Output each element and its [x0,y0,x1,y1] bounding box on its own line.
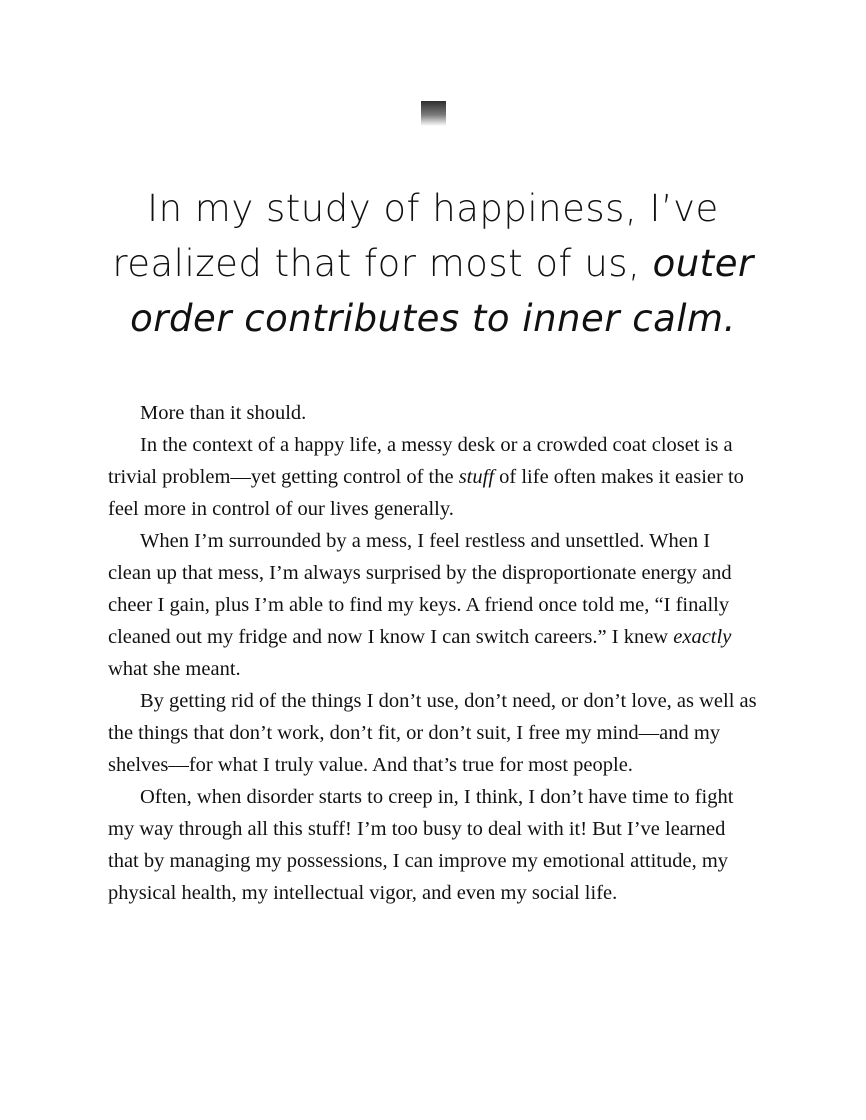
pull-quote-plain: In my study of happiness, I’ve realized that for most of us, [112,187,719,285]
text-run: In the context of a happy life, a messy desk or a crowded coat closet is a trivial problem—yet getting control of the [108,434,733,488]
pull-quote [100,181,766,346]
italic-run: exactly [673,626,732,648]
paragraph [108,525,758,685]
text-run: When I’m surrounded by a mess, I feel restless and unsettled. When I clean up that mess, I’m always surprised by the disproportionate energy and cheer I gain, plus I’m able to find my keys. A friend once told me, “I finally cleaned out my fridge and now I know I can switch careers.” I knew [108,530,732,648]
gradient-square-ornament-icon [421,101,446,126]
italic-run: stuff [458,466,495,488]
paragraph [108,397,758,429]
pull-quote-italic: outer order contributes to inner calm. [130,242,754,340]
paragraph [108,781,758,909]
text-run: what she meant. [108,658,241,680]
paragraph [108,429,758,525]
text-run: More than it should. [140,402,307,424]
paragraph [108,685,758,781]
text-run: of life often makes it easier to feel more in control of our lives generally. [108,466,744,520]
body-text [108,397,758,909]
text-run: By getting rid of the things I don’t use, don’t need, or don’t love, as well as the things that don’t work, don’t fit, or don’t suit, I free my mind—and my shelves—for what I truly value. And that’s true for most people. [108,690,757,776]
text-run: Often, when disorder starts to creep in, I think, I don’t have time to fight my way through all this stuff! I’m too busy to deal with it! But I’ve learned that by managing my possessions, I can improve my emotional attitude, my physical health, my intellectual vigor, and even my social life. [108,786,734,904]
